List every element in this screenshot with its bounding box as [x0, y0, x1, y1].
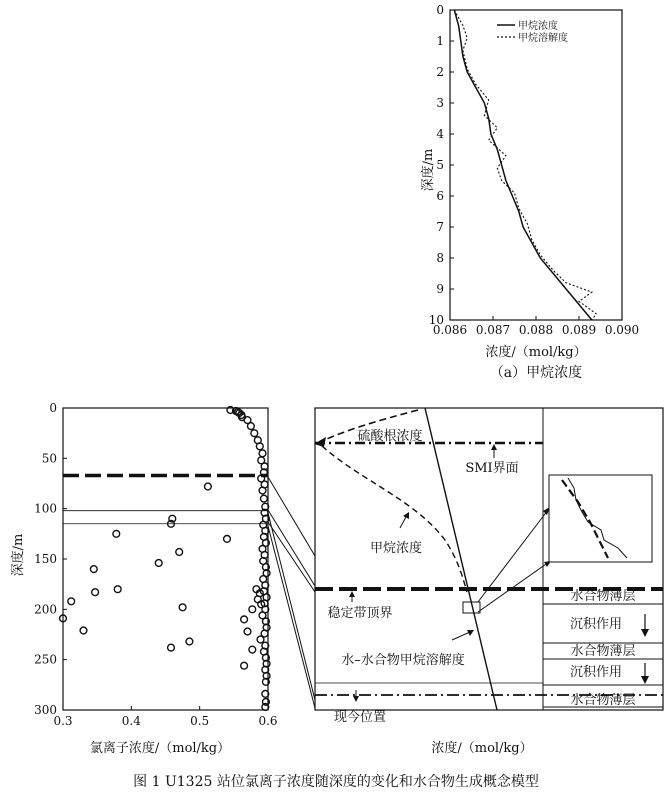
smi-arrowhead	[491, 444, 497, 450]
chloride-point	[256, 443, 263, 450]
chloride-point	[241, 616, 248, 623]
chloride-point	[257, 636, 264, 643]
chart-a-x-tick-label: 0.086	[432, 323, 468, 337]
chloride-point	[249, 646, 256, 653]
label-solubility: 水–水合物甲烷溶解度	[341, 653, 465, 668]
stable-top-arrowhead	[349, 591, 355, 597]
chart-a-y-tick-label: 0	[436, 3, 444, 17]
inset-frame	[549, 475, 652, 562]
chart-a-legend	[497, 19, 568, 44]
chloride-point	[251, 430, 258, 437]
down-arrow-icon	[641, 614, 649, 637]
chart-b-x-tick-label: 0.4	[121, 714, 141, 728]
chloride-point	[80, 627, 87, 634]
hydrate-layer-1: 水合物薄层	[570, 589, 636, 604]
chloride-point	[205, 483, 212, 490]
chart-a-plot-frame	[450, 10, 622, 320]
chart-a-y-tick-label: 8	[436, 251, 444, 265]
chart-a-y-tick-label: 6	[436, 189, 444, 203]
solubility-label-arrow	[452, 632, 470, 640]
chart-a-subcaption: （a）甲烷浓度	[489, 365, 583, 381]
chart-b-y-tick-label: 200	[34, 602, 57, 617]
chart-b-points	[60, 407, 270, 711]
chloride-point	[186, 638, 193, 645]
chloride-point	[179, 604, 186, 611]
chloride-point	[113, 530, 120, 537]
right-column	[543, 588, 663, 708]
inset-zoom	[549, 475, 652, 562]
label-smi: SMI界面	[465, 461, 519, 476]
chart-a-x-tick-label: 0.089	[561, 323, 597, 337]
methane-label-arrowhead	[403, 512, 409, 519]
chloride-point	[259, 487, 266, 494]
chart-a-ticks	[429, 3, 639, 337]
label-sulfate: 硫酸根浓度	[357, 429, 423, 444]
chart-b-xlabel: 氯离子浓度/（mol/kg）	[89, 741, 231, 756]
methane-concentration-line	[454, 10, 592, 320]
chloride-point	[90, 566, 97, 573]
chart-b-x-tick-label: 0.6	[258, 714, 278, 728]
label-current: 现今位置	[333, 710, 387, 725]
chart-a-y-tick-label: 7	[436, 220, 444, 234]
methane-curve	[322, 446, 467, 592]
chart-a-y-tick-label: 5	[436, 158, 444, 172]
label-stable-top: 稳定带顶界	[327, 606, 393, 621]
chart-b-plot-frame	[63, 408, 268, 710]
chart-b-ylabel: 深度/m	[11, 533, 26, 577]
chloride-point	[248, 423, 255, 430]
chloride-point	[114, 586, 121, 593]
chart-b-x-tick-label: 0.5	[190, 714, 210, 728]
chart-b-y-tick-label: 300	[34, 703, 57, 717]
chart-b-y-tick-label: 250	[34, 652, 57, 667]
label-methane: 甲烷浓度	[369, 541, 423, 556]
hydrate-layer-3: 水合物薄层	[570, 693, 636, 708]
chart-b-reference-lines	[63, 475, 268, 523]
chart-a-series	[454, 10, 596, 320]
chart-a-y-tick-label: 4	[436, 127, 444, 141]
chloride-point	[244, 628, 251, 635]
down-arrow-icon	[641, 663, 649, 684]
chart-a-x-tick-label: 0.087	[475, 323, 511, 337]
chart-a	[420, 3, 639, 381]
figure-caption: 图 1 U1325 站位氯离子浓度随深度的变化和水合物生成概念模型	[133, 774, 539, 790]
chloride-point	[176, 549, 183, 556]
chart-a-y-tick-label: 3	[436, 96, 444, 110]
diagram-xlabel: 浓度/（mol/kg）	[431, 741, 533, 756]
chart-a-ylabel: 深度/m	[421, 148, 436, 192]
chart-a-x-tick-label: 0.090	[604, 323, 640, 337]
chart-b-y-tick-label: 0	[49, 401, 57, 415]
chart-b	[10, 401, 278, 756]
chart-b-y-tick-label: 50	[41, 451, 57, 466]
legend-methane-concentration: 甲烷浓度	[518, 21, 558, 32]
hydrate-layer-2: 水合物薄层	[570, 644, 636, 659]
chart-b-y-tick-label: 150	[34, 552, 57, 566]
chloride-point	[168, 644, 175, 651]
chart-a-xlabel: 浓度/（mol/kg）	[485, 345, 587, 360]
chloride-point	[155, 560, 162, 567]
legend-methane-solubility: 甲烷溶解度	[518, 33, 568, 44]
chloride-point	[224, 536, 231, 543]
deposition-2: 沉积作用	[569, 665, 623, 680]
chloride-point	[249, 606, 256, 613]
chloride-point	[68, 598, 75, 605]
concept-diagram	[314, 408, 663, 756]
chloride-point	[259, 450, 266, 457]
current-arrowhead	[353, 696, 359, 702]
chart-a-y-tick-label: 1	[436, 34, 444, 48]
chart-b-x-tick-label: 0.3	[53, 714, 73, 728]
chart-b-y-tick-label: 100	[34, 501, 57, 516]
chart-a-y-tick-label: 9	[436, 282, 444, 296]
chloride-point	[92, 589, 99, 596]
chloride-point	[241, 662, 248, 669]
methane-solubility-line	[454, 10, 596, 320]
chloride-point	[261, 495, 268, 502]
chart-a-y-tick-label: 10	[428, 313, 444, 327]
connector-lines	[268, 477, 315, 708]
chart-a-x-tick-label: 0.088	[518, 323, 554, 337]
deposition-1: 沉积作用	[569, 617, 623, 632]
chart-a-y-tick-label: 2	[436, 65, 444, 79]
